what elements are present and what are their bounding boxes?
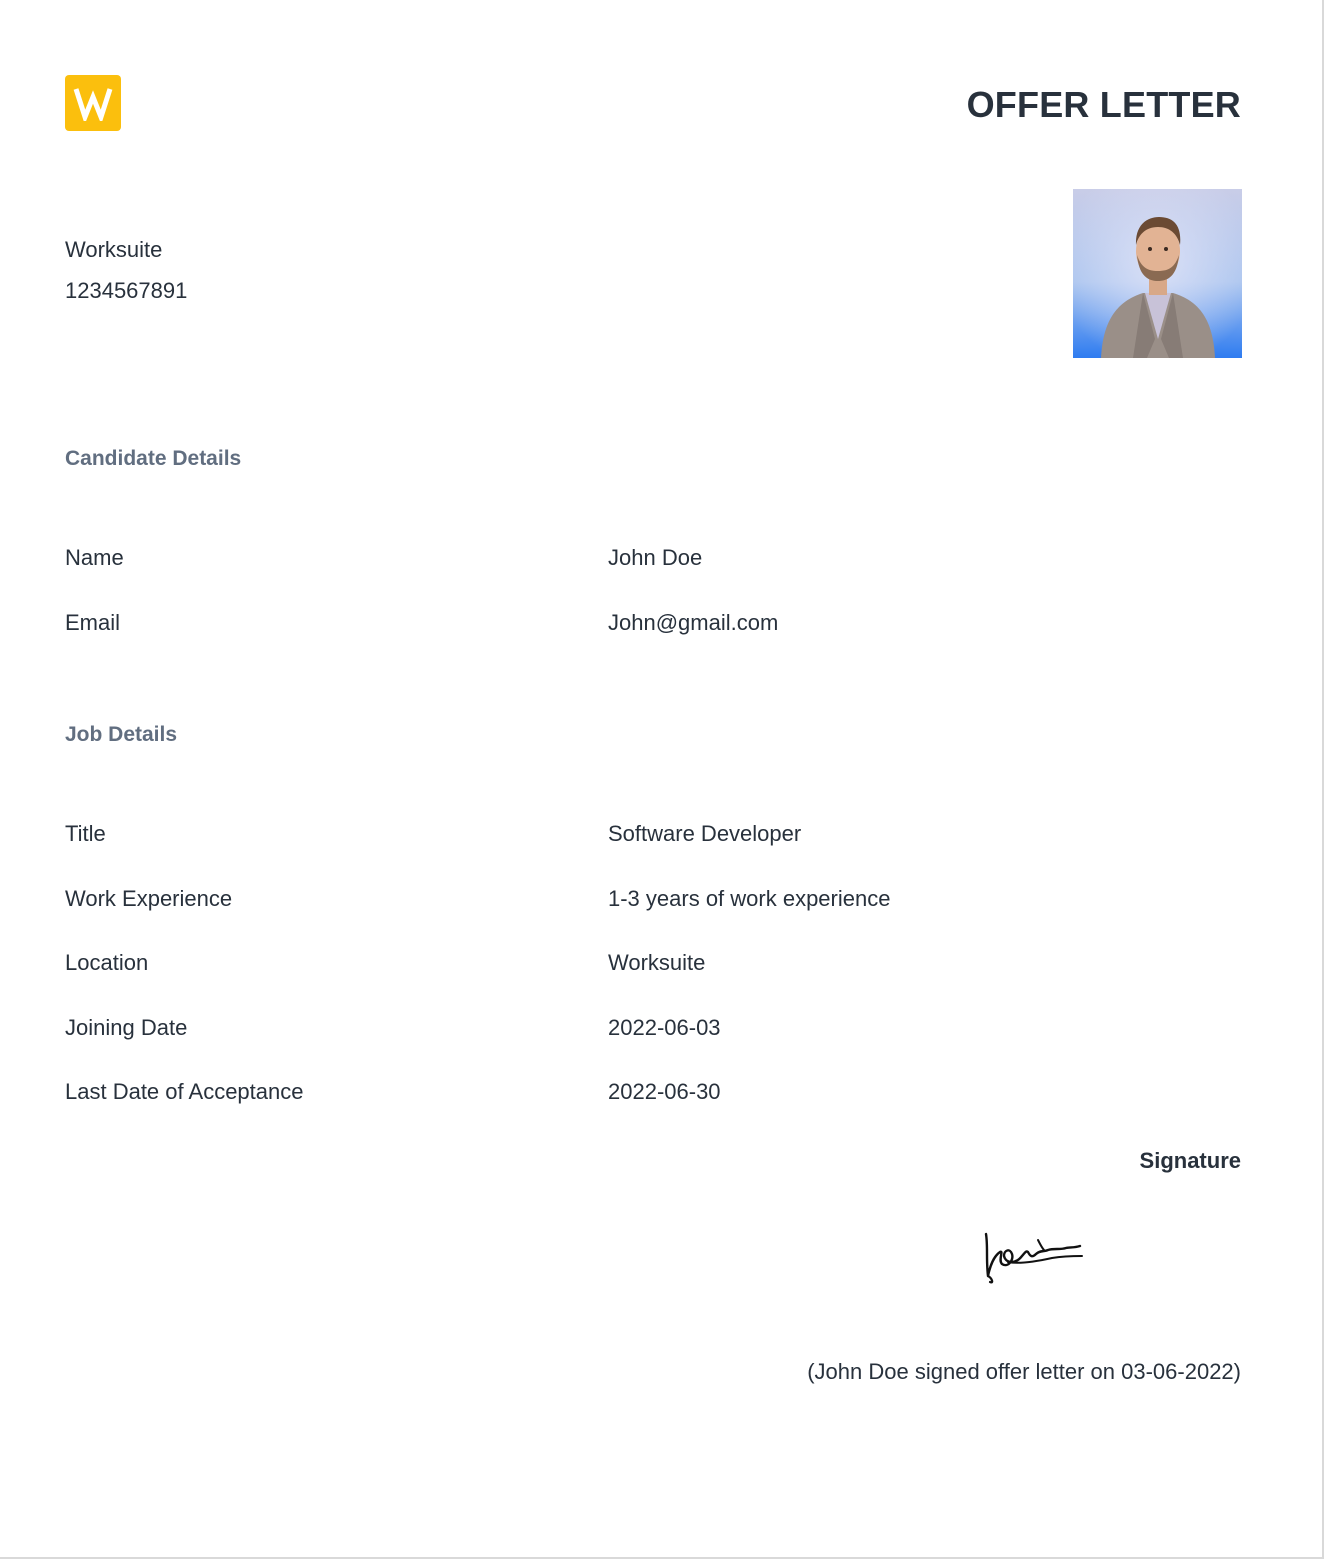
company-name: Worksuite xyxy=(65,237,163,262)
joining-date-value: 2022-06-03 xyxy=(608,1015,721,1040)
joining-date-label: Joining Date xyxy=(65,1015,188,1040)
company-logo xyxy=(65,75,121,131)
candidate-email-label: Email xyxy=(65,610,121,635)
logo-w-icon xyxy=(73,85,113,121)
candidate-email-value: John@gmail.com xyxy=(608,610,779,635)
page-title: OFFER LETTER xyxy=(966,84,1241,125)
candidate-name-label: Name xyxy=(65,545,124,570)
work-experience-value: 1-3 years of work experience xyxy=(608,886,891,911)
job-title-label: Title xyxy=(65,821,106,846)
candidate-details-heading: Candidate Details xyxy=(65,447,242,470)
location-value: Worksuite xyxy=(608,950,706,975)
job-title-value: Software Developer xyxy=(608,821,802,846)
company-phone: 1234567891 xyxy=(65,278,188,303)
candidate-photo xyxy=(1073,189,1242,358)
work-experience-label: Work Experience xyxy=(65,886,233,911)
last-acceptance-date-label: Last Date of Acceptance xyxy=(65,1079,304,1104)
company-info xyxy=(65,229,187,311)
location-label: Location xyxy=(65,950,149,975)
signature-note: (John Doe signed offer letter on 03-06-2022) xyxy=(807,1359,1241,1384)
signature-heading: Signature xyxy=(1139,1148,1241,1173)
job-details-heading: Job Details xyxy=(65,723,178,746)
signature-image xyxy=(978,1226,1088,1288)
last-acceptance-date-value: 2022-06-30 xyxy=(608,1079,721,1104)
candidate-name-value: John Doe xyxy=(608,545,703,570)
